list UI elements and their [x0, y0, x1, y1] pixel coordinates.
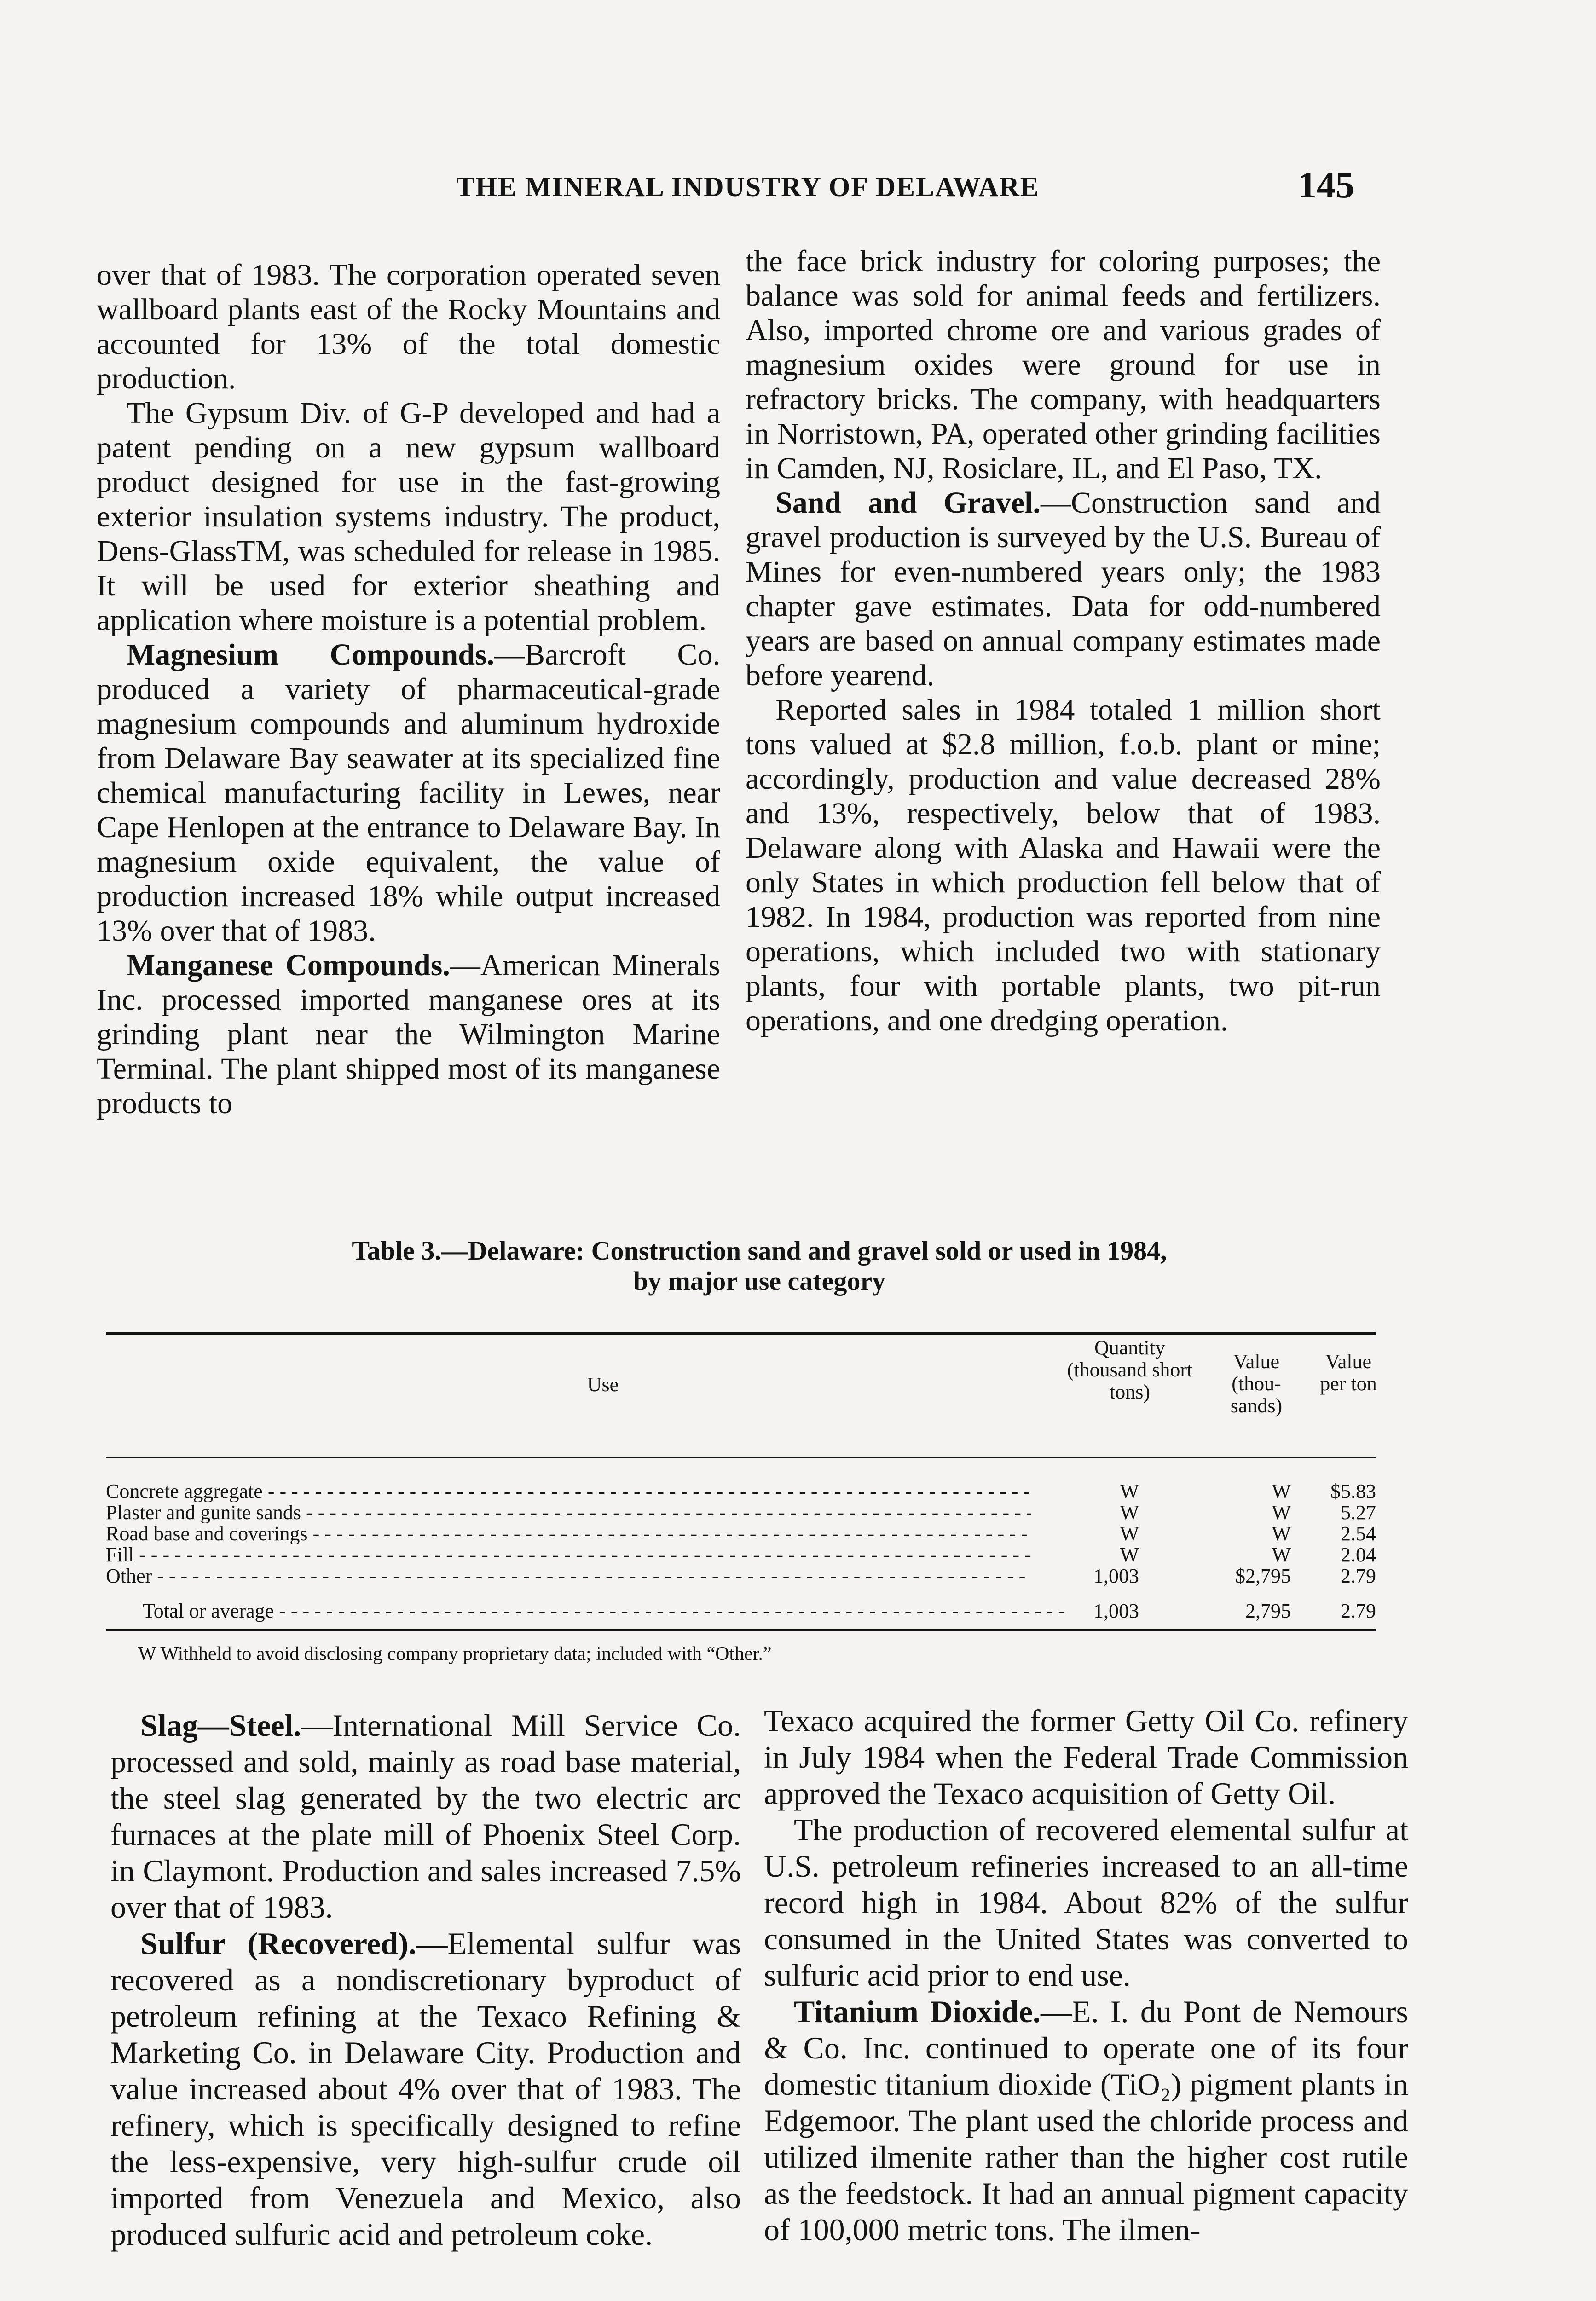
row-value: W: [1272, 1544, 1291, 1566]
row-value-per-ton: 5.27: [1341, 1501, 1376, 1524]
paragraph: Texaco acquired the former Getty Oil Co. refinery in July 1984 when the Federal Trade Commission approved the Texaco acquisition of Getty Oil.: [764, 1703, 1408, 1811]
row-value: W: [1272, 1480, 1291, 1503]
column-header-quantity: Quantity (thousand short tons): [1067, 1336, 1193, 1403]
table-title-line: Table 3.—Delaware: Construction sand and gravel sold or used in 1984,: [352, 1236, 1167, 1266]
paragraph: [110, 1925, 741, 2253]
paragraph: over that of 1983. The corporation operated seven wallboard plants east of the Rocky Mountains and accounted for 13% of the total domestic production.: [97, 258, 720, 395]
section-heading: Sulfur (Recovered).: [140, 1926, 416, 1961]
row-use: Plaster and gunite sands - - -: [106, 1502, 1031, 1523]
row-use: Road base and coverings - - -: [106, 1523, 1031, 1544]
paragraph: The production of recovered elemental sulfur at U.S. petroleum refineries increased to an all-time record high in 1984. About 82% of the sulfur consumed in the United States was converted to sulfuric acid prior to end use.: [764, 1812, 1408, 1993]
row-value: $2,795: [1235, 1565, 1291, 1587]
row-quantity: W: [1120, 1501, 1139, 1524]
table-top-rule: [106, 1332, 1376, 1335]
paragraph: [110, 1707, 741, 1925]
paragraph-text: —Construction sand and gravel production is surveyed by the U.S. Bureau of Mines for even-numbered years only; the 1983 chapter gave estimates. Data for odd-numbered years are based on annual company estimates made before yearend.: [746, 486, 1381, 692]
row-value-per-ton: 2.79: [1341, 1565, 1376, 1587]
total-value: 2,795: [1245, 1600, 1291, 1622]
table-title-line: by major use category: [633, 1266, 886, 1296]
row-value-per-ton: 2.54: [1341, 1522, 1376, 1545]
row-use: Other - - -: [106, 1566, 1031, 1587]
total-quantity: 1,003: [1093, 1600, 1139, 1622]
running-header: THE MINERAL INDUSTRY OF DELAWARE: [456, 172, 1040, 202]
table-row: [106, 1566, 1376, 1587]
paragraph: The Gypsum Div. of G-P developed and had a patent pending on a new gypsum wallboard product designed for use in the fast-growing exterior insulation systems industry. The product, Dens-GlassTM, was scheduled for release in 1985. It will be used for exterior sheathing and application where moisture is a potential problem.: [97, 396, 720, 637]
page-number: 145: [1298, 164, 1354, 206]
paragraph: [97, 948, 720, 1121]
section-heading: Manganese Compounds.: [127, 948, 450, 982]
section-heading: Slag—Steel.: [140, 1708, 301, 1743]
table-row: [106, 1523, 1376, 1544]
column-bottom-right: [764, 1703, 1408, 2248]
column-top-left: [97, 258, 720, 1121]
row-quantity: W: [1120, 1480, 1139, 1503]
paragraph-text: —American Minerals Inc. processed imported manganese ores at its grinding plant near the Wilmington Marine Terminal. The plant shipped most of its manganese products to: [97, 948, 720, 1120]
paragraph: Reported sales in 1984 totaled 1 million short tons valued at $2.8 million, f.o.b. plant or mine; accordingly, production and value decreased 28% and 13%, respectively, below that of 1983. Delaware along with Alaska and Hawaii were the only States in which production fell below that of 1982. In 1984, production was reported from nine operations, which included two with stationary plants, four with portable plants, two pit-run operations, and one dredging operation.: [746, 693, 1381, 1037]
row-use: Fill - - -: [106, 1544, 1031, 1566]
paragraph-text: —International Mill Service Co. processed and sold, mainly as road base material, the steel slag generated by the two electric arc furnaces at the plate mill of Phoenix Steel Corp. in Claymont. Production and sales increased 7.5% over that of 1983.: [110, 1708, 741, 1925]
column-bottom-left: [110, 1707, 741, 2253]
paragraph-text: —Barcroft Co. produced a variety of pharmaceutical-grade magnesium compounds and aluminum hydroxide from Delaware Bay seawater at its specialized fine chemical manufacturing facility in Lewes, near Cape Henlopen at the entrance to Delaware Bay. In magnesium oxide equivalent, the value of production increased 18% while output increased 13% over that of 1983.: [97, 638, 720, 948]
column-header-use: Use: [587, 1373, 619, 1396]
table-title: [97, 1236, 1422, 1296]
table-total-row: [106, 1601, 1376, 1622]
section-heading: Sand and Gravel.: [775, 486, 1041, 520]
row-quantity: W: [1120, 1522, 1139, 1545]
row-value-per-ton: 2.04: [1341, 1544, 1376, 1566]
paragraph-text: —Elemental sulfur was recovered as a nondiscretionary byproduct of petroleum refining at the Texaco Refining & Marketing Co. in Delaware City. Production and value increased about 4% over that of 1983. The refinery, which is specifically designed to refine the less-expensive, very high-sulfur crude oil imported from Venezuela and Mexico, also produced sulfuric acid and petroleum coke.: [110, 1926, 741, 2252]
row-value: W: [1272, 1501, 1291, 1524]
total-label: Total or average - - -: [106, 1601, 1068, 1622]
row-quantity: W: [1120, 1544, 1139, 1566]
row-quantity: 1,003: [1093, 1565, 1139, 1587]
section-heading: Magnesium Compounds.: [127, 638, 495, 671]
table-header-rule: [106, 1457, 1376, 1458]
row-value: W: [1272, 1522, 1291, 1545]
column-header-value-per-ton: Value per ton: [1320, 1350, 1377, 1395]
row-value-per-ton: $5.83: [1330, 1480, 1376, 1503]
column-header-value: Value (thou- sands): [1230, 1350, 1283, 1417]
row-use: Concrete aggregate - - -: [106, 1481, 1031, 1502]
paragraph: the face brick industry for coloring purposes; the balance was sold for animal feeds and fertilizers. Also, imported chrome ore and various grades of magnesium oxides were ground for use in refractory bricks. The company, with headquarters in Norristown, PA, operated other grinding facilities in Camden, NJ, Rosiclare, IL, and El Paso, TX.: [746, 244, 1381, 485]
table-footnote: W Withheld to avoid disclosing company proprietary data; included with “Other.”: [138, 1643, 772, 1665]
table-row: [106, 1502, 1376, 1523]
paragraph: [764, 1994, 1408, 2248]
table-row: [106, 1544, 1376, 1566]
column-top-right: [746, 244, 1381, 1038]
section-heading: Titanium Dioxide.: [794, 1994, 1041, 2029]
table-row: [106, 1481, 1376, 1502]
total-value-per-ton: 2.79: [1341, 1600, 1376, 1622]
table-bottom-rule: [106, 1629, 1376, 1631]
paragraph: [97, 637, 720, 948]
paragraph-text: —E. I. du Pont de Nemours & Co. Inc. continued to operate one of its four domestic titanium dioxide (TiO₂) pigment plants in Edgemoor. The plant used the chloride process and utilized ilmenite rather than the higher cost rutile as the feedstock. It had an annual pigment capacity of 100,000 metric tons. The ilmen-: [764, 1994, 1408, 2247]
paragraph: [746, 486, 1381, 693]
